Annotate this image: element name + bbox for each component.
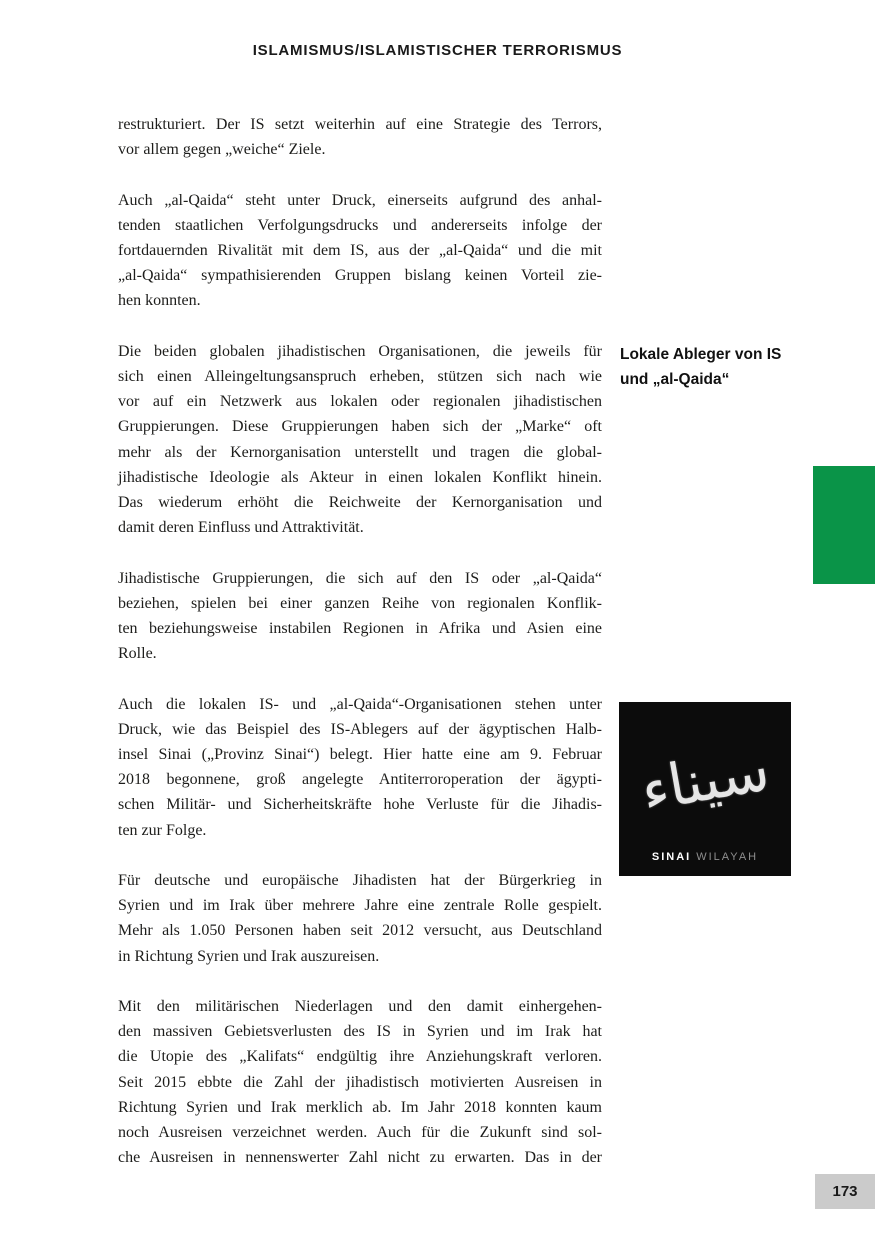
- text-line: 2018 begonnene, groß angelegte Antiterroroperation der ägypti-: [118, 771, 602, 789]
- body-paragraph: [118, 188, 602, 314]
- text-line: Für deutsche und europäische Jihadisten hat der Bürgerkrieg in: [118, 872, 602, 890]
- text-line: Auch die lokalen IS- und „al-Qaida“-Organisationen stehen unter: [118, 695, 602, 713]
- text-line: ten beziehungsweise instabilen Regionen in Afrika und Asien eine: [118, 620, 602, 638]
- body-paragraph: [118, 112, 602, 162]
- text-line: Mehr als 1.050 Personen haben seit 2012 versucht, aus Deutschland: [118, 922, 602, 940]
- text-line: che Ausreisen in nennenswerter Zahl nicht zu erwarten. Das in der: [118, 1149, 602, 1167]
- sinai-wilayah-logo: [619, 702, 791, 876]
- text-line: Lokale Ableger von IS: [620, 346, 782, 363]
- margin-note: [620, 342, 805, 392]
- body-paragraph: [118, 868, 602, 969]
- page-number-text: 173: [832, 1183, 858, 1200]
- body-paragraph: [118, 566, 602, 667]
- chapter-index-tab: [813, 466, 875, 584]
- text-line: in Richtung Syrien und Irak auszureisen.: [118, 947, 380, 965]
- text-line: hen konnten.: [118, 292, 201, 310]
- text-line: beziehen, spielen bei einer ganzen Reihe von regionalen Konflik-: [118, 594, 602, 612]
- arabic-calligraphy: سيناء: [635, 734, 775, 825]
- text-line: Jihadistische Gruppierungen, die sich auf den IS oder „al-Qaida“: [118, 569, 602, 587]
- text-line: Auch „al-Qaida“ steht unter Druck, einerseits aufgrund des anhal-: [118, 191, 602, 209]
- text-line: restrukturiert. Der IS setzt weiterhin auf eine Strategie des Terrors,: [118, 116, 602, 133]
- text-line: tenden staatlichen Verfolgungsdrucks und andererseits infolge der: [118, 216, 602, 234]
- text-line: den massiven Gebietsverlusten des IS in Syrien und im Irak hat: [118, 1023, 602, 1041]
- text-line: insel Sinai („Provinz Sinai“) belegt. Hier hatte eine am 9. Februar: [118, 746, 602, 764]
- text-line: mehr als der Kernorganisation unterstellt und tragen die global-: [118, 443, 602, 461]
- page-number-badge: [815, 1174, 875, 1209]
- text-line: Syrien und im Irak über mehrere Jahre eine zentrale Rolle gespielt.: [118, 897, 602, 915]
- text-line: schen Militär- und Sicherheitskräfte hohe Verluste für die Jihadis-: [118, 796, 602, 814]
- text-line: damit deren Einfluss und Attraktivität.: [118, 519, 364, 537]
- text-line: vor auf ein Netzwerk aus lokalen oder regionalen jihadistischen: [118, 393, 602, 411]
- body-paragraph: [118, 692, 602, 843]
- text-line: jihadistische Ideologie als Akteur in einen lokalen Konflikt hinein.: [118, 468, 602, 486]
- text-line: Seit 2015 ebbte die Zahl der jihadistisch motivierten Ausreisen in: [118, 1073, 602, 1091]
- text-line: Richtung Syrien und Irak merklich ab. Im Jahr 2018 konnten kaum: [118, 1098, 602, 1116]
- running-header: ISLAMISMUS/ISLAMISTISCHER TERRORISMUS: [252, 42, 623, 59]
- text-line: fortdauernden Rivalität mit dem IS, aus der „al-Qaida“ und die mit: [118, 242, 602, 259]
- text-line: sich einen Alleingeltungsanspruch erheben, stützen sich nach wie: [118, 368, 602, 385]
- text-line: Gruppierungen. Diese Gruppierungen haben sich der „Marke“ oft: [118, 418, 602, 436]
- text-line: und „al-Qaida“: [620, 371, 730, 389]
- text-line: vor allem gegen „weiche“ Ziele.: [118, 141, 326, 159]
- body-paragraph: [118, 339, 602, 541]
- text-line: ten zur Folge.: [118, 821, 207, 839]
- text-line: Rolle.: [118, 645, 157, 663]
- text-line: Das wiederum erhöht die Reichweite der Kernorganisation und: [118, 494, 602, 512]
- text-line: Die beiden globalen jihadistischen Organisationen, die jeweils für: [118, 342, 602, 360]
- text-line: die Utopie des „Kalifats“ endgültig ihre Anziehungskraft verloren.: [118, 1048, 602, 1066]
- caption-wilayah: WILAYAH: [696, 851, 759, 863]
- text-line: noch Ausreisen verzeichnet werden. Auch für die Zukunft sind sol-: [118, 1124, 602, 1142]
- text-line: Mit den militärischen Niederlagen und den damit einhergehen-: [118, 998, 602, 1016]
- caption-sinai: SINAI: [651, 851, 692, 863]
- text-line: Druck, wie das Beispiel des IS-Ablegers auf der ägyptischen Halb-: [118, 720, 602, 738]
- text-line: „al-Qaida“ sympathisierenden Gruppen bislang keinen Vorteil zie-: [118, 267, 602, 285]
- body-paragraph: [118, 994, 602, 1170]
- body-text-column: [118, 112, 602, 1196]
